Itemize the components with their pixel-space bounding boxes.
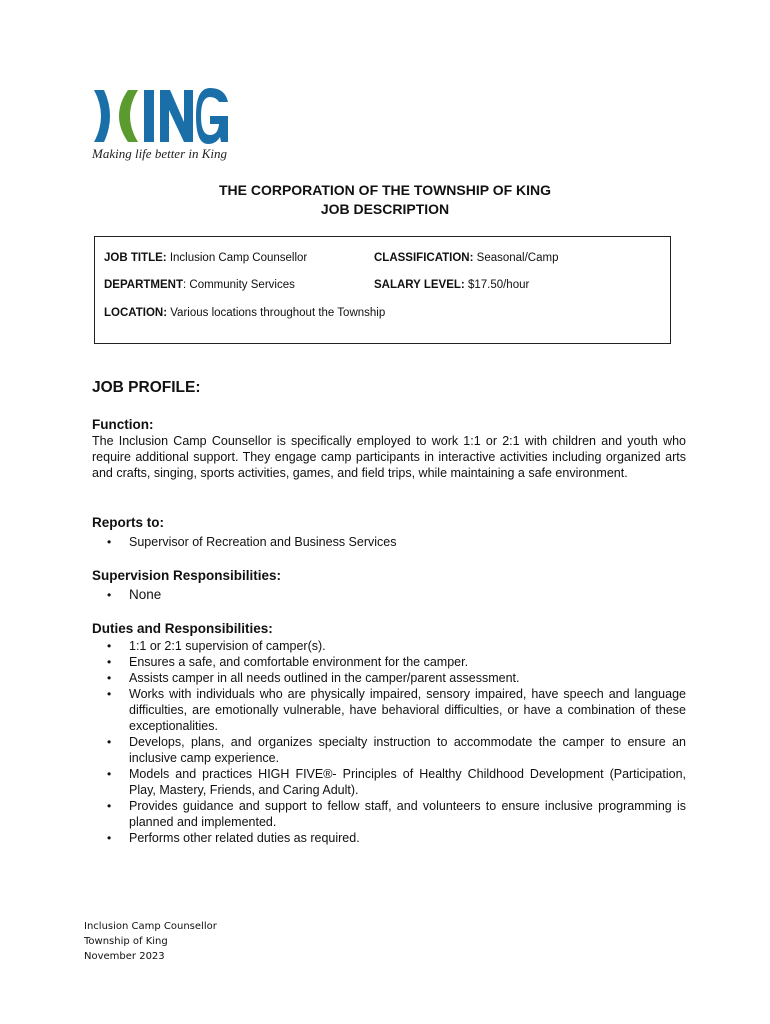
footer-date: November 2023: [84, 951, 165, 962]
list-item: • Provides guidance and support to fellow staff, and volunteers to ensure inclusive programming is planned and implemented.: [92, 798, 686, 830]
classification-field: [374, 252, 558, 264]
duties-heading: Duties and Responsibilities:: [92, 621, 273, 636]
footer-job-title: Inclusion Camp Counsellor: [84, 921, 217, 932]
list-item: • Assists camper in all needs outlined in the camper/parent assessment.: [92, 670, 686, 686]
footer-organization: Township of King: [84, 936, 168, 947]
salary-value: $17.50/hour: [467, 279, 530, 291]
function-text: The Inclusion Camp Counsellor is specifically employed to work 1:1 or 2:1 with children and youth who require additional support. They engage camp participants in interactive activities including organized arts and crafts, singing, sports activities, games, and field trips, while maintaining a safe environment.: [92, 434, 686, 480]
tagline: Making life better in King: [92, 146, 228, 161]
salary-label: SALARY LEVEL:: [374, 279, 465, 291]
king-logo: [92, 88, 232, 144]
function-heading: Function:: [92, 417, 154, 432]
job-info-box: [94, 236, 671, 344]
document-title: JOB DESCRIPTION: [320, 201, 450, 217]
job-title-label: JOB TITLE:: [104, 252, 167, 264]
list-item: • Performs other related duties as required.: [92, 830, 686, 846]
footer: [84, 919, 217, 964]
list-item: • Supervisor of Recreation and Business Services: [92, 534, 686, 550]
supervision-heading: Supervision Responsibilities:: [92, 568, 282, 583]
job-title-field: [104, 252, 307, 264]
location-value: Various locations throughout the Township: [170, 307, 386, 319]
duties-list: [92, 638, 686, 846]
corporation-title: THE CORPORATION OF THE TOWNSHIP OF KING: [218, 182, 552, 198]
classification-label: CLASSIFICATION:: [374, 252, 474, 264]
reports-to-list: [92, 534, 686, 550]
list-item: • 1:1 or 2:1 supervision of camper(s).: [92, 638, 686, 654]
salary-field: [374, 279, 529, 291]
reports-to-heading: Reports to:: [92, 515, 164, 530]
location-label: LOCATION:: [104, 307, 168, 319]
department-value: : Community Services: [183, 279, 295, 291]
list-item: • None: [92, 587, 686, 603]
list-item: • Works with individuals who are physically impaired, sensory impaired, have speech and language difficulties, are emotionally vulnerable, have behavioral difficulties, or have a combination of these exceptionalities.: [92, 686, 686, 734]
location-field: [104, 307, 385, 319]
classification-value: Seasonal/Camp: [476, 252, 559, 264]
supervision-list: [92, 587, 686, 603]
department-field: [104, 279, 295, 291]
list-item: • Models and practices HIGH FIVE®- Principles of Healthy Childhood Development (Participation, Play, Mastery, Friends, and Caring Adult).: [92, 766, 686, 798]
list-item: • Develops, plans, and organizes specialty instruction to accommodate the camper to ensure an inclusive camp experience.: [92, 734, 686, 766]
job-title-value: Inclusion Camp Counsellor: [169, 252, 308, 264]
department-label: DEPARTMENT: [104, 279, 184, 291]
job-profile-heading: JOB PROFILE:: [92, 379, 201, 396]
list-item: • Ensures a safe, and comfortable environment for the camper.: [92, 654, 686, 670]
